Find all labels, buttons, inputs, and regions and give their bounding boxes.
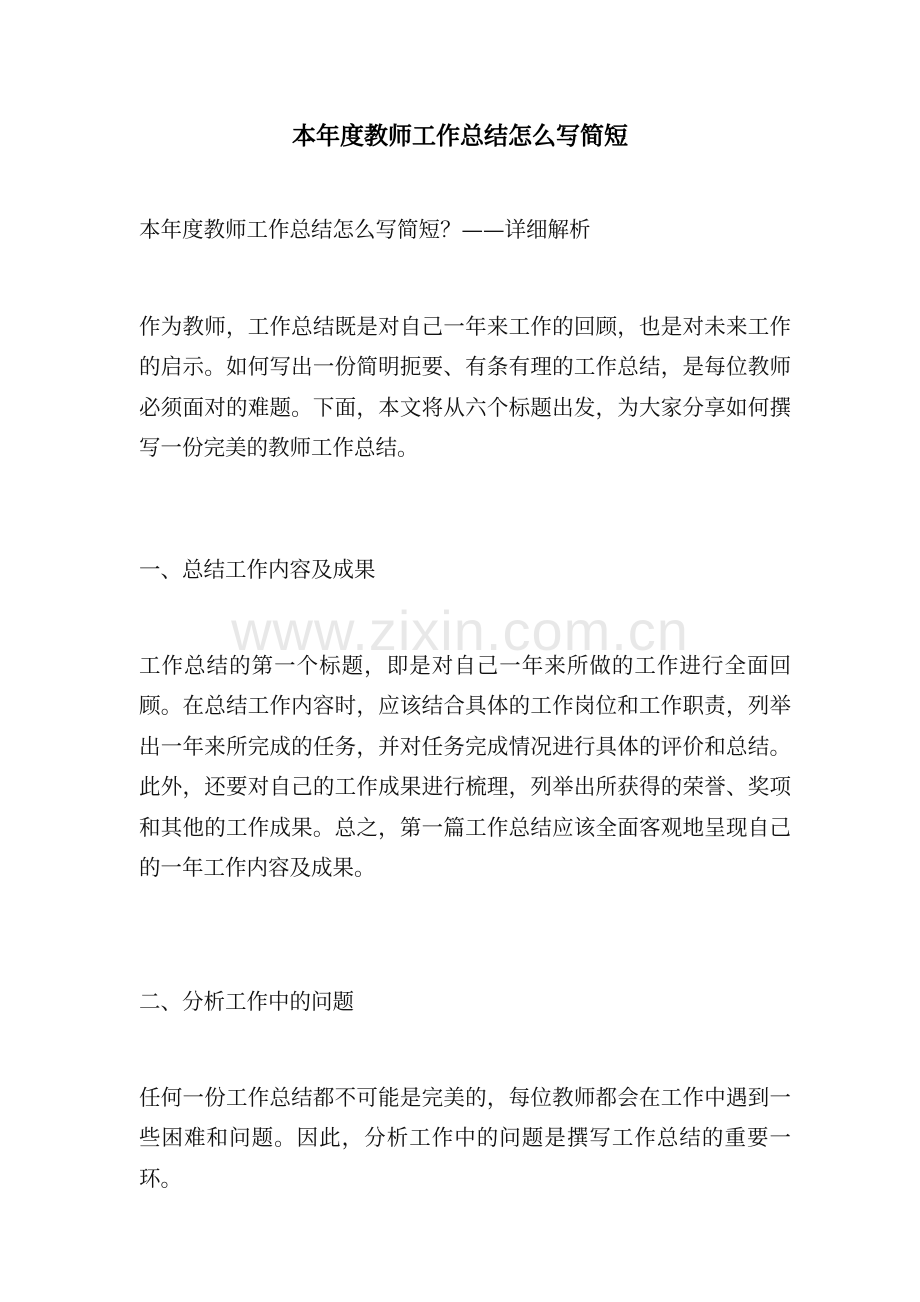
document-subtitle: 本年度教师工作总结怎么写简短？——详细解析 xyxy=(139,218,591,243)
watermark: www.zixin.com.cn xyxy=(231,599,689,662)
section-1-paragraph: 工作总结的第一个标题，即是对自己一年来所做的工作进行全面回顾。在总结工作内容时，应该结合具体的工作岗位和工作职责，列举出一年来所完成的任务，并对任务完成情况进行具体的评价和总结。此外，还要对自己的工作成果进行梳理，列举出所获得的荣誉、奖项和其他的工作成果。总之，第一篇工作总结应该全面客观地呈现自己的一年工作内容及成果。 xyxy=(139,654,791,882)
intro-paragraph: 作为教师，工作总结既是对自己一年来工作的回顾，也是对未来工作的启示。如何写出一份简明扼要、有条有理的工作总结，是每位教师必须面对的难题。下面，本文将从六个标题出发，为大家分享如何撰写一份完美的教师工作总结。 xyxy=(139,315,791,462)
document-title: 本年度教师工作总结怎么写简短 xyxy=(292,121,628,150)
section-1-heading: 一、总结工作内容及成果 xyxy=(139,558,376,583)
section-2-paragraph: 任何一份工作总结都不可能是完美的，每位教师都会在工作中遇到一些困难和问题。因此，分析工作中的问题是撰写工作总结的重要一环。 xyxy=(139,1086,791,1192)
section-2-heading: 二、分析工作中的问题 xyxy=(139,990,355,1015)
